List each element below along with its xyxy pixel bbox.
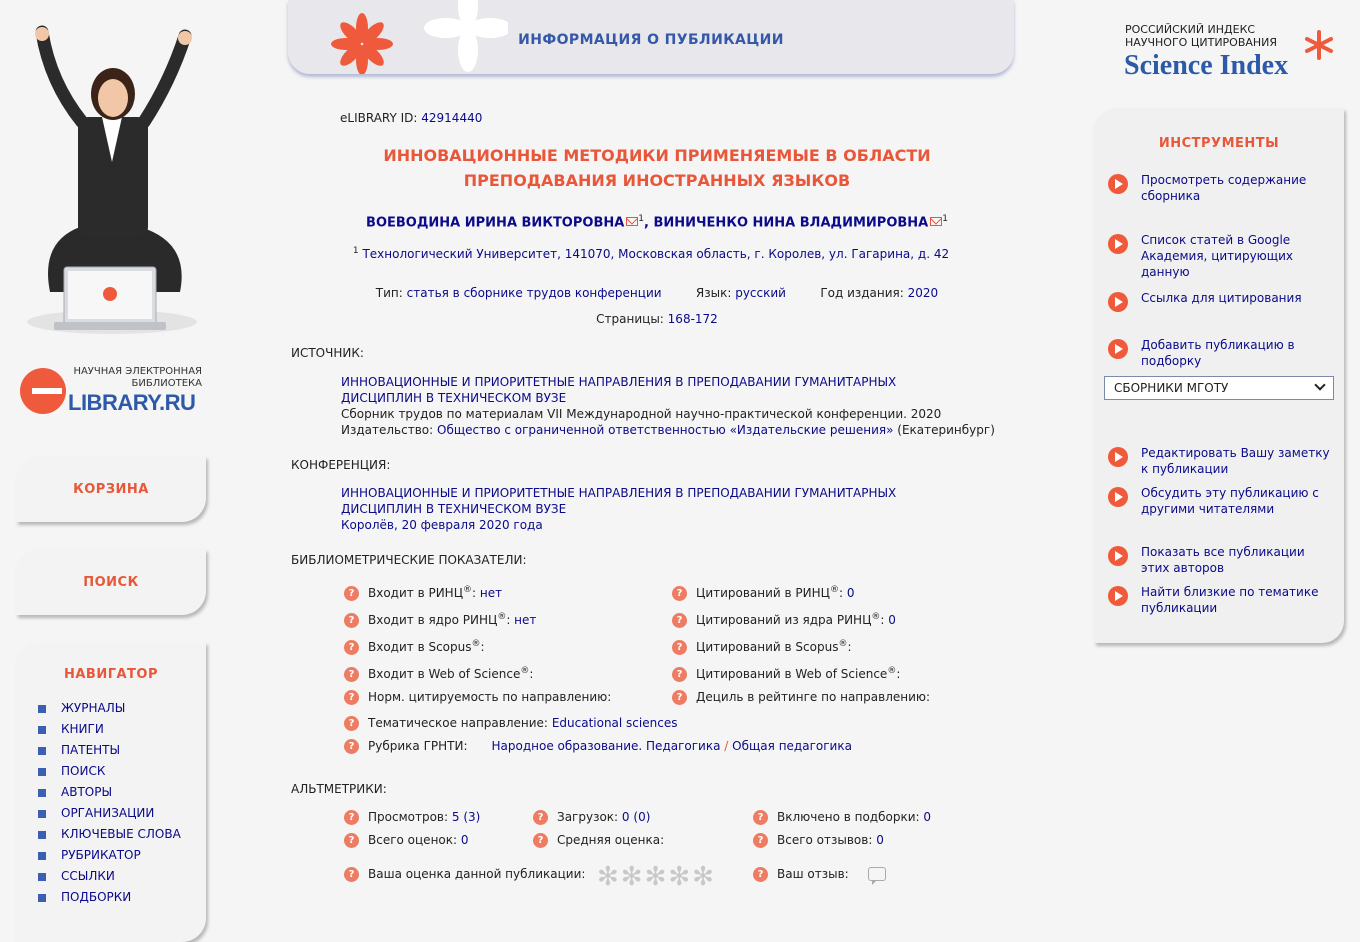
nav-item-rubricator[interactable]: РУБРИКАТОР — [16, 845, 206, 866]
nav-item-collections[interactable]: ПОДБОРКИ — [16, 887, 206, 908]
comment-icon[interactable] — [868, 867, 886, 881]
downloads-indicator: ? Загрузок: 0 (0) — [533, 810, 650, 825]
reviews-indicator: ? Всего отзывов: 0 — [753, 833, 884, 848]
tool-edit-note[interactable]: Редактировать Вашу заметку к публикации — [1108, 445, 1334, 477]
tool-google-scholar[interactable]: Список статей в Google Академия, цитирующих данную — [1108, 232, 1334, 280]
pages-value: 168-172 — [667, 312, 718, 326]
elibrary-logo[interactable] — [20, 362, 210, 422]
page-title: ИНФОРМАЦИЯ О ПУБЛИКАЦИИ — [518, 32, 784, 48]
elibrary-id-value[interactable]: 42914440 — [421, 111, 483, 125]
nav-item-organizations[interactable]: ОРГАНИЗАЦИИ — [16, 803, 206, 824]
tool-discuss[interactable]: Обсудить эту публикацию с другими читателями — [1108, 485, 1334, 517]
help-icon[interactable]: ? — [672, 640, 687, 655]
elibrary-id: eLIBRARY ID: 42914440 — [340, 111, 483, 125]
pages: Страницы: 168-172 — [596, 312, 718, 326]
help-icon[interactable]: ? — [753, 833, 768, 848]
science-index-asterisk-icon — [1304, 30, 1334, 60]
play-arrow-icon — [1108, 234, 1128, 254]
help-icon[interactable]: ? — [344, 867, 359, 882]
publication-title: ИННОВАЦИОННЫЕ МЕТОДИКИ ПРИМЕНЯЕМЫЕ В ОБЛАСТИ ПРЕПОДАВАНИЯ ИНОСТРАННЫХ ЯЗЫКОВ — [383, 146, 931, 190]
help-icon[interactable]: ? — [344, 810, 359, 825]
tools-panel — [1094, 108, 1344, 643]
bibliometrics-heading: БИБЛИОМЕТРИЧЕСКИЕ ПОКАЗАТЕЛИ: — [291, 553, 527, 567]
tool-view-contents[interactable]: Просмотреть содержание сборника — [1108, 172, 1334, 204]
language-value: русский — [735, 286, 786, 300]
tools-title: ИНСТРУМЕНТЫ — [1158, 136, 1280, 151]
play-arrow-icon — [1108, 487, 1128, 507]
mail-icon[interactable] — [930, 217, 942, 226]
play-arrow-icon — [1108, 292, 1128, 312]
source-description: Сборник трудов по материалам VII Международной научно-практической конференции. 2020 — [341, 407, 942, 421]
topic-link[interactable]: Educational sciences — [551, 716, 678, 730]
elibrary-tagline-1: НАУЧНАЯ ЭЛЕКТРОННАЯ — [73, 366, 202, 377]
ratings-indicator: ? Всего оценок: 0 — [344, 833, 469, 848]
decile-indicator: ? Дециль в рейтинге по направлению: — [672, 690, 930, 705]
authors: ВОЕВОДИНА ИРИНА ВИКТОРОВНА $^1$, ВИНИЧЕНКО НИНА ВЛАДИМИРОВНА $^1$ — [366, 214, 948, 231]
cit-core-indicator: ? Цитирований из ядра РИНЦ®: 0 — [672, 612, 896, 628]
search-label: ПОИСК — [83, 575, 139, 590]
help-icon[interactable]: ? — [672, 586, 687, 601]
tool-author-publications[interactable]: Показать все публикации этих авторов — [1108, 544, 1334, 576]
nav-item-patents[interactable]: ПАТЕНТЫ — [16, 740, 206, 761]
cart-button[interactable] — [16, 456, 206, 522]
tool-similar-publications[interactable]: Найти близкие по тематике публикации — [1108, 584, 1334, 616]
norm-citation-indicator: ? Норм. цитируемость по направлению: — [344, 690, 611, 705]
source-block: ИННОВАЦИОННЫЕ И ПРИОРИТЕТНЫЕ НАПРАВЛЕНИЯ В ПРЕПОДАВАНИИ ГУМАНИТАРНЫХ ДИСЦИПЛИН В ТЕХНИЧЕСКОМ ВУЗЕ Сборник трудов по материалам VII Международной научно-практической конференции. 2020 Издательство: Общество с ограниченной ответственностью «Издательские решения» (Екатеринбург) — [341, 375, 995, 437]
elibrary-name: LIBRARY.RU — [68, 390, 196, 415]
rating-stars[interactable]: ✻✻✻✻✻ — [597, 862, 716, 892]
conference-link[interactable]: ИННОВАЦИОННЫЕ И ПРИОРИТЕТНЫЕ НАПРАВЛЕНИЯ В ПРЕПОДАВАНИИ ГУМАНИТАРНЫХ ДИСЦИПЛИН В ТЕХНИЧЕСКОМ ВУЗЕ — [341, 486, 897, 516]
help-icon[interactable]: ? — [672, 667, 687, 682]
cit-scopus-indicator: ? Цитирований в Scopus®: — [672, 639, 852, 655]
grnti-link-1[interactable]: Народное образование. Педагогика — [491, 739, 721, 753]
help-icon[interactable]: ? — [344, 640, 359, 655]
help-icon[interactable]: ? — [344, 716, 359, 731]
included-in-collections-indicator: ? Включено в подборки: 0 — [753, 810, 931, 825]
collection-select[interactable]: СБОРНИКИ МГОТУ — [1104, 376, 1334, 400]
author-link[interactable]: ВИНИЧЕНКО НИНА ВЛАДИМИРОВНА — [653, 215, 929, 231]
source-link[interactable]: ИННОВАЦИОННЫЕ И ПРИОРИТЕТНЫЕ НАПРАВЛЕНИЯ В ПРЕПОДАВАНИИ ГУМАНИТАРНЫХ ДИСЦИПЛИН В ТЕХНИЧЕСКОМ ВУЗЕ — [341, 375, 897, 405]
help-icon[interactable]: ? — [344, 833, 359, 848]
nav-item-authors[interactable]: АВТОРЫ — [16, 782, 206, 803]
your-rating-label: ? Ваша оценка данной публикации: — [344, 867, 585, 882]
help-icon[interactable]: ? — [344, 613, 359, 628]
publication-meta: Тип: статья в сборнике трудов конференции Язык: русский Год издания: 2020 — [375, 286, 939, 300]
header-tab — [288, 0, 1014, 74]
in-scopus-indicator: ? Входит в Scopus®: — [344, 639, 485, 655]
help-icon[interactable]: ? — [753, 810, 768, 825]
cit-rinc-indicator: ? Цитирований в РИНЦ®: 0 — [672, 585, 855, 601]
nav-item-books[interactable]: КНИГИ — [16, 719, 206, 740]
elibrary-e-icon — [20, 368, 66, 414]
help-icon[interactable]: ? — [533, 833, 548, 848]
help-icon[interactable]: ? — [672, 690, 687, 705]
help-icon[interactable]: ? — [672, 613, 687, 628]
help-icon[interactable]: ? — [344, 739, 359, 754]
play-arrow-icon — [1108, 586, 1128, 606]
navigator-panel — [16, 642, 206, 942]
chevron-down-icon — [1314, 379, 1325, 390]
conference-block — [341, 485, 896, 533]
elibrary-tagline-2: БИБЛИОТЕКА — [131, 378, 202, 389]
nav-item-links[interactable]: ССЫЛКИ — [16, 866, 206, 887]
conference-date: Королёв, 20 февраля 2020 года — [341, 518, 543, 532]
hero-image — [20, 22, 210, 342]
cart-label: КОРЗИНА — [73, 482, 149, 497]
search-button[interactable] — [16, 549, 206, 615]
navigator-title: НАВИГАТОР — [63, 667, 159, 682]
mail-icon[interactable] — [626, 217, 638, 226]
nav-item-search[interactable]: ПОИСК — [16, 761, 206, 782]
topic-indicator: ? Тематическое направление: Educational sciences — [344, 716, 677, 731]
source-heading: ИСТОЧНИК: — [291, 346, 364, 360]
play-arrow-icon — [1108, 339, 1128, 359]
in-rinc-indicator: ? Входит в РИНЦ®: нет — [344, 585, 502, 601]
help-icon[interactable]: ? — [344, 690, 359, 705]
nav-item-journals[interactable]: ЖУРНАЛЫ — [16, 698, 206, 719]
affiliation: $^1$ Технологический Университет, 141070, Московская область, г. Королев, ул. Гагарина, д. 42 — [352, 246, 950, 261]
help-icon[interactable]: ? — [533, 810, 548, 825]
tool-citation-link[interactable]: Ссылка для цитирования — [1108, 290, 1334, 306]
help-icon[interactable]: ? — [753, 867, 768, 882]
average-rating-indicator: ? Средняя оценка: — [533, 833, 664, 848]
cit-wos-indicator: ? Цитирований в Web of Science®: — [672, 666, 900, 682]
grnti-link-2[interactable]: Общая педагогика — [732, 739, 852, 753]
play-arrow-icon — [1108, 174, 1128, 194]
in-wos-indicator: ? Входит в Web of Science®: — [344, 666, 533, 682]
your-review-label: ? Ваш отзыв: — [753, 867, 849, 882]
author-link[interactable]: ВОЕВОДИНА ИРИНА ВИКТОРОВНА — [366, 215, 625, 231]
year-value: 2020 — [907, 286, 939, 300]
play-arrow-icon — [1108, 447, 1128, 467]
grnti-indicator: ? Рубрика ГРНТИ: Народное образование. Педагогика / Общая педагогика — [344, 739, 852, 754]
tool-add-to-collection[interactable]: Добавить публикацию в подборку — [1108, 337, 1334, 369]
in-rinc-core-indicator: ? Входит в ядро РИНЦ®: нет — [344, 612, 536, 628]
help-icon[interactable]: ? — [344, 586, 359, 601]
nav-item-keywords[interactable]: КЛЮЧЕВЫЕ СЛОВА — [16, 824, 206, 845]
altmetrics-heading: АЛЬТМЕТРИКИ: — [291, 782, 387, 796]
navigator-list — [16, 698, 206, 908]
type-value: статья в сборнике трудов конференции — [406, 286, 662, 300]
help-icon[interactable]: ? — [344, 667, 359, 682]
science-index-logo[interactable]: Science Index — [1124, 50, 1289, 81]
views-indicator: ? Просмотров: 5 (3) — [344, 810, 480, 825]
affiliation-link[interactable]: Технологический Университет, 141070, Московская область, г. Королев, ул. Гагарина, д. 42 — [362, 247, 950, 261]
play-arrow-icon — [1108, 546, 1128, 566]
publisher-link[interactable]: Общество с ограниченной ответственностью «Издательские решения» — [437, 423, 894, 437]
science-index-tagline: РОССИЙСКИЙ ИНДЕКС НАУЧНОГО ЦИТИРОВАНИЯ — [1125, 23, 1278, 49]
conference-heading: КОНФЕРЕНЦИЯ: — [291, 458, 391, 472]
